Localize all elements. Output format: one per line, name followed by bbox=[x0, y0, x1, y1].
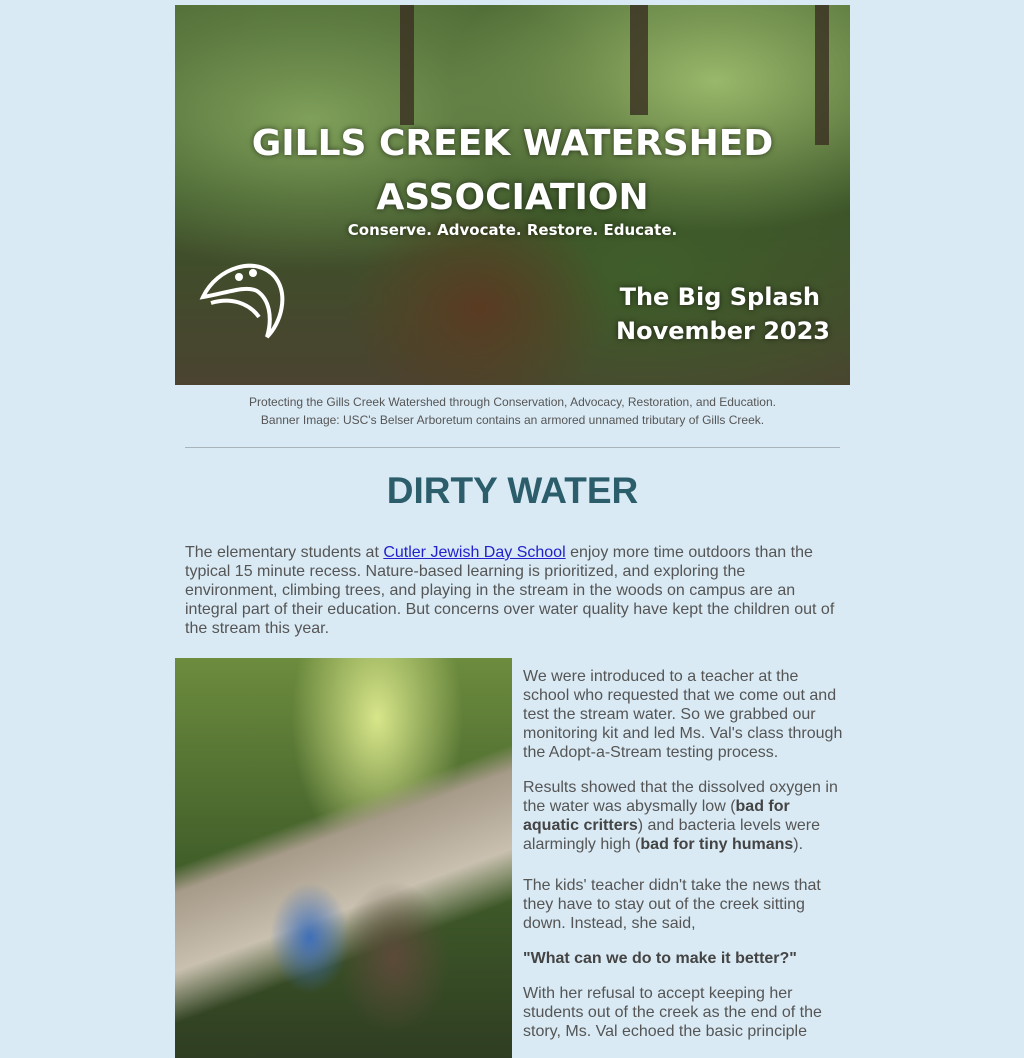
tree-trunk bbox=[630, 5, 648, 115]
article-heading: DIRTY WATER bbox=[386, 470, 639, 511]
article-intro bbox=[185, 543, 840, 638]
caption-mission: Protecting the Gills Creek Watershed through Conservation, Advocacy, Restoration, and Education. bbox=[249, 395, 776, 409]
text: Results showed that the dissolved oxygen in the water was abysmally low ( bbox=[523, 779, 838, 815]
banner-title: GILLS CREEK WATERSHED bbox=[251, 123, 774, 164]
bold-text: bad for tiny humans bbox=[640, 836, 794, 853]
issue-date: November 2023 bbox=[616, 317, 830, 345]
article-text-column bbox=[523, 667, 843, 1057]
text: ). bbox=[793, 836, 804, 853]
paragraph-3: The kids' teacher didn't take the news that they have to stay out of the creek sitting down. Instead, she said, bbox=[523, 877, 821, 932]
quote-text: "What can we do to make it better?" bbox=[523, 950, 797, 967]
issue-name: The Big Splash bbox=[619, 283, 820, 311]
students-photo bbox=[175, 658, 512, 1058]
intro-text-2: enjoy more time outdoors than the typical 15 minute recess. Nature-based learning is prioritized, and exploring the environment, climbing trees, and playing in the stream in the woods on campus are an integral part of their education. But concerns over water quality have kept the children out of the stream this year. bbox=[185, 544, 835, 637]
paragraph-4: With her refusal to accept keeping her students out of the creek as the end of the story, Ms. Val echoed the basic principle bbox=[523, 985, 822, 1040]
quote bbox=[523, 949, 843, 968]
tree-trunk bbox=[400, 5, 414, 125]
banner-title-2: ASSOCIATION bbox=[376, 177, 649, 218]
paragraph-2 bbox=[523, 778, 843, 854]
banner-image bbox=[175, 5, 850, 385]
paragraph-1: We were introduced to a teacher at the school who requested that we come out and test the stream water. So we grabbed our monitoring kit and led Ms. Val's class through the Adopt-a-Stream testing process. bbox=[523, 668, 843, 761]
caption-banner-image: Banner Image: USC's Belser Arboretum contains an armored unnamed tributary of Gills Creek. bbox=[260, 413, 765, 427]
intro-text: The elementary students at bbox=[185, 544, 384, 561]
school-link[interactable]: Cutler Jewish Day School bbox=[383, 544, 566, 561]
text: ) and bacteria levels were alarmingly high ( bbox=[523, 817, 821, 853]
bold-text: bad for aquatic critters bbox=[523, 798, 790, 834]
divider bbox=[185, 447, 840, 448]
banner-tagline: Conserve. Advocate. Restore. Educate. bbox=[347, 221, 678, 239]
newsletter bbox=[175, 5, 850, 1058]
fish-logo-icon bbox=[197, 247, 289, 339]
banner-caption bbox=[175, 393, 850, 429]
article-body bbox=[175, 658, 850, 1058]
